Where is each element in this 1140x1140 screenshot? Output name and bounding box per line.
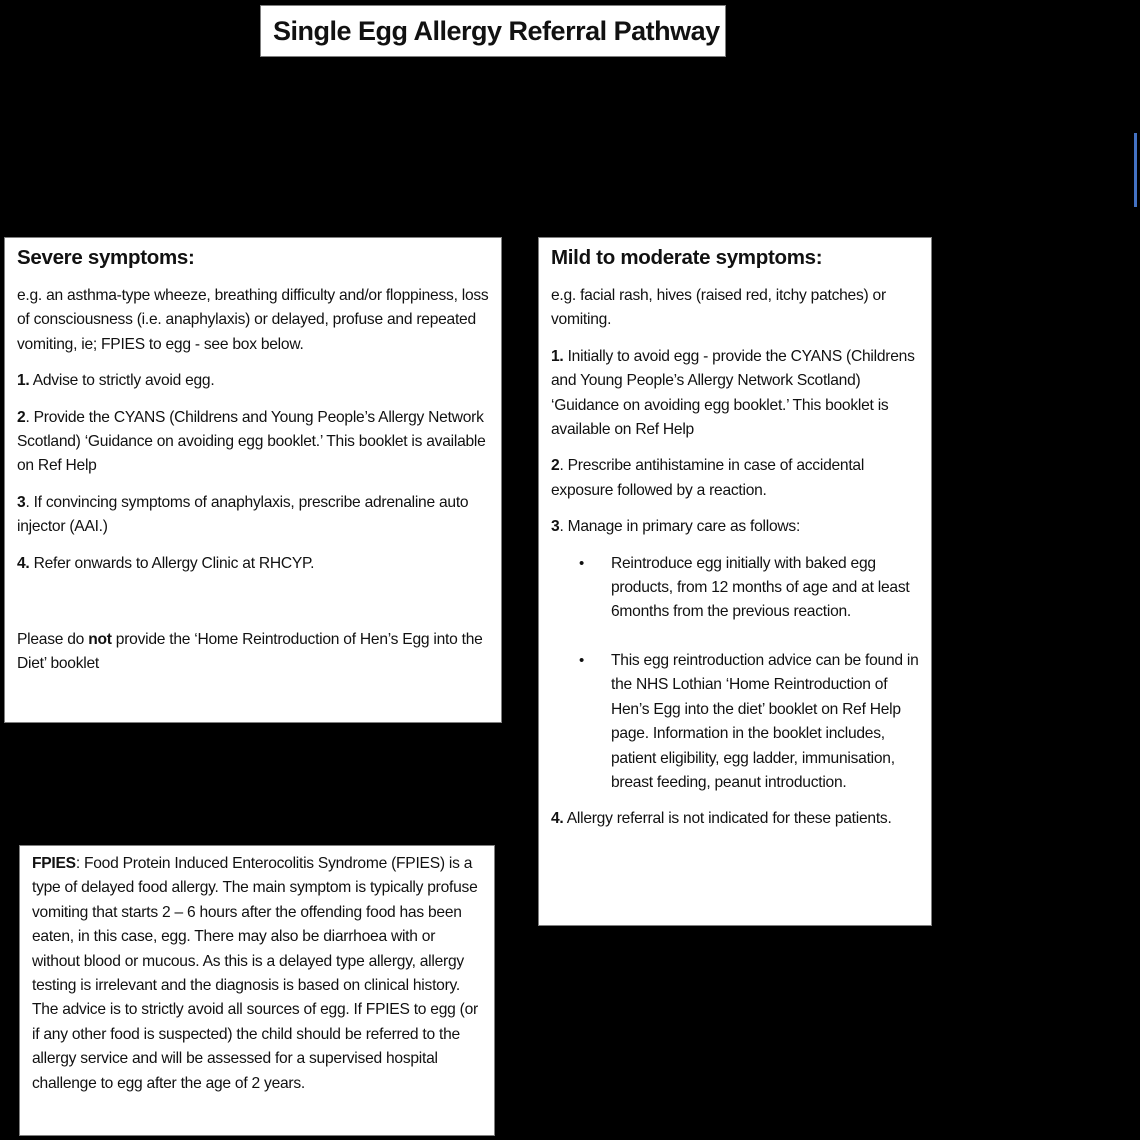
step-number: 1.: [551, 347, 564, 365]
mild-heading: Mild to moderate symptoms:: [551, 246, 823, 269]
severe-step-4: [17, 552, 489, 576]
severe-step-3: [17, 491, 489, 540]
fpies-label: FPIES: [32, 855, 76, 872]
mild-step-1: [551, 345, 919, 443]
list-item: [579, 552, 919, 625]
title-box: [260, 5, 726, 57]
step-text: . If convincing symptoms of anaphylaxis, prescribe adrenaline auto injector (AAI.): [17, 493, 469, 536]
severe-heading: Severe symptoms:: [17, 246, 195, 269]
severe-step-1: [17, 369, 489, 393]
step-number: 2: [551, 457, 560, 475]
mild-intro: e.g. facial rash, hives (raised red, itchy patches) or vomiting.: [551, 287, 886, 329]
fpies-text: [32, 852, 482, 1096]
step-text: Initially to avoid egg - provide the CYANS (Childrens and Young People’s Allergy Network Scotland) ‘Guidance on avoiding egg booklet.’ This booklet is available on Ref Help: [551, 347, 915, 439]
step-text: . Manage in primary care as follows:: [559, 518, 801, 536]
mild-step-2: [551, 454, 919, 503]
step-number: 3: [17, 493, 26, 511]
mild-step-4: [551, 807, 919, 831]
bullet-icon: •: [579, 554, 585, 572]
list-item: [579, 649, 919, 795]
step-text: Advise to strictly avoid egg.: [29, 372, 215, 390]
severe-step-2: [17, 406, 489, 479]
step-text: . Prescribe antihistamine in case of accidental exposure followed by a reaction.: [551, 457, 865, 499]
step-number: 4.: [551, 810, 564, 828]
spacer: [17, 588, 489, 628]
note-text: Please do: [17, 631, 89, 649]
severe-symptoms-box: [4, 237, 502, 723]
bullet-icon: •: [579, 651, 585, 669]
severe-note: [17, 628, 489, 677]
primary-care-list: [551, 552, 919, 796]
note-text: provide the ‘Home Reintroduction of Hen’s Egg into the Diet’ booklet: [17, 631, 483, 673]
note-emphasis: not: [88, 631, 112, 649]
step-number: 2: [17, 408, 26, 426]
page-title: Single Egg Allergy Referral Pathway: [273, 15, 720, 46]
fpies-description: : Food Protein Induced Enterocolitis Syndrome (FPIES) is a type of delayed food allergy. The main symptom is typically profuse vomiting that starts 2 – 6 hours after the offending food has been eaten, in this case, egg. There may also be diarrhoea with or without blood or mucous. As this is a delayed type allergy, allergy testing is irrelevant and the diagnosis is based on clinical history. The advice is to strictly avoid all sources of egg. If FPIES to egg (or if any other food is suspected) the child should be referred to the allergy service and will be assessed for a supervised hospital challenge to egg after the age of 2 years.: [32, 855, 478, 1092]
mild-moderate-symptoms-box: [538, 237, 932, 926]
step-text: Refer onwards to Allergy Clinic at RHCYP.: [29, 554, 315, 572]
list-item-text: This egg reintroduction advice can be found in the NHS Lothian ‘Home Reintroduction of Hen’s Egg into the diet’ booklet on Ref Help page. Information in the booklet includes, patient eligibility, egg ladder, immunisation, breast feeding, peanut introduction.: [611, 651, 919, 791]
connector-line: [1134, 133, 1137, 207]
list-item-text: Reintroduce egg initially with baked egg products, from 12 months of age and at least 6months from the previous reaction.: [611, 554, 910, 621]
step-text: Allergy referral is not indicated for these patients.: [563, 810, 892, 828]
step-text: . Provide the CYANS (Childrens and Young People’s Allergy Network Scotland) ‘Guidance on avoiding egg booklet.’ This booklet is available on Ref Help: [17, 408, 486, 475]
fpies-info-box: [19, 845, 495, 1136]
severe-intro: e.g. an asthma-type wheeze, breathing difficulty and/or floppiness, loss of consciousness (i.e. anaphylaxis) or delayed, profuse and repeated vomiting, ie; FPIES to egg - see box below.: [17, 287, 489, 353]
step-number: 1.: [17, 372, 30, 390]
step-number: 3: [551, 518, 560, 536]
step-number: 4.: [17, 554, 30, 572]
mild-step-3: [551, 515, 919, 539]
